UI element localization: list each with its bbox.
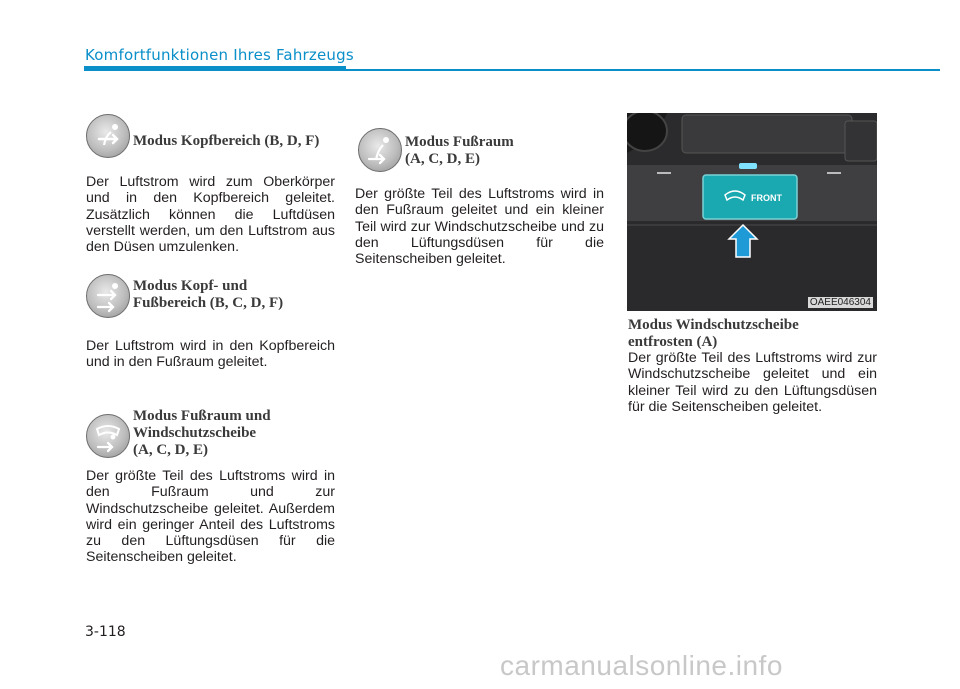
mode-text-foot-windshield: Der größte Teil des Luftstroms wird in den Fußraum und zur Windschutzscheibe geleitet. Außerdem wird ein geringer Anteil des Luftstroms zu den Lüftungsdüsen für die Seitenscheiben geleitet. (86, 468, 335, 566)
watermark: carmanualsonline.info (500, 650, 783, 681)
header-rule (346, 69, 940, 71)
mode-title-foot-windshield: Modus Fußraum und Windschutzscheibe (A, C, D, E) (133, 408, 271, 458)
header-title: Komfortfunktionen Ihres Fahrzeugs (85, 46, 354, 64)
header-rule-accent (84, 66, 346, 71)
mode-text-head-foot: Der Luftstrom wird in den Kopfbereich und in den Fußraum geleitet. (86, 338, 335, 371)
page-number: 3-118 (85, 624, 126, 640)
foot-mode-icon (358, 128, 402, 172)
climate-panel-photo (627, 113, 877, 311)
front-button-label: FRONT (751, 193, 782, 203)
mode-title-head-foot: Modus Kopf- und Fußbereich (B, C, D, F) (133, 278, 284, 311)
head-foot-mode-icon (86, 274, 130, 318)
mode-text-defrost: Der größte Teil des Luftstroms wird zur Windschutzscheibe geleitet und ein kleiner Teil wird zu den Lüftungsdüsen für die Seitenscheiben geleitet. (628, 350, 877, 415)
mode-title-foot: Modus Fußraum (A, C, D, E) (405, 134, 514, 167)
mode-title-head: Modus Kopfbereich (B, D, F) (133, 133, 320, 149)
mode-text-head: Der Luftstrom wird zum Oberkörper und in den Kopfbereich geleitet. Zusätzlich können die Luftdüsen verstellt werden, um den Luftstrom aus den Düsen umzulenken. (86, 174, 335, 256)
head-mode-icon (86, 114, 130, 158)
mode-title-defrost: Modus Windschutzscheibe entfrosten (A) (628, 317, 799, 350)
foot-windshield-mode-icon (86, 414, 130, 458)
mode-text-foot: Der größte Teil des Luftstroms wird in den Fußraum geleitet und ein kleiner Teil wird zur Windschutzscheibe und zu den Lüftungsdüsen für die Seitenscheiben geleitet. (355, 186, 604, 268)
photo-caption: OAEE046304 (809, 297, 871, 308)
